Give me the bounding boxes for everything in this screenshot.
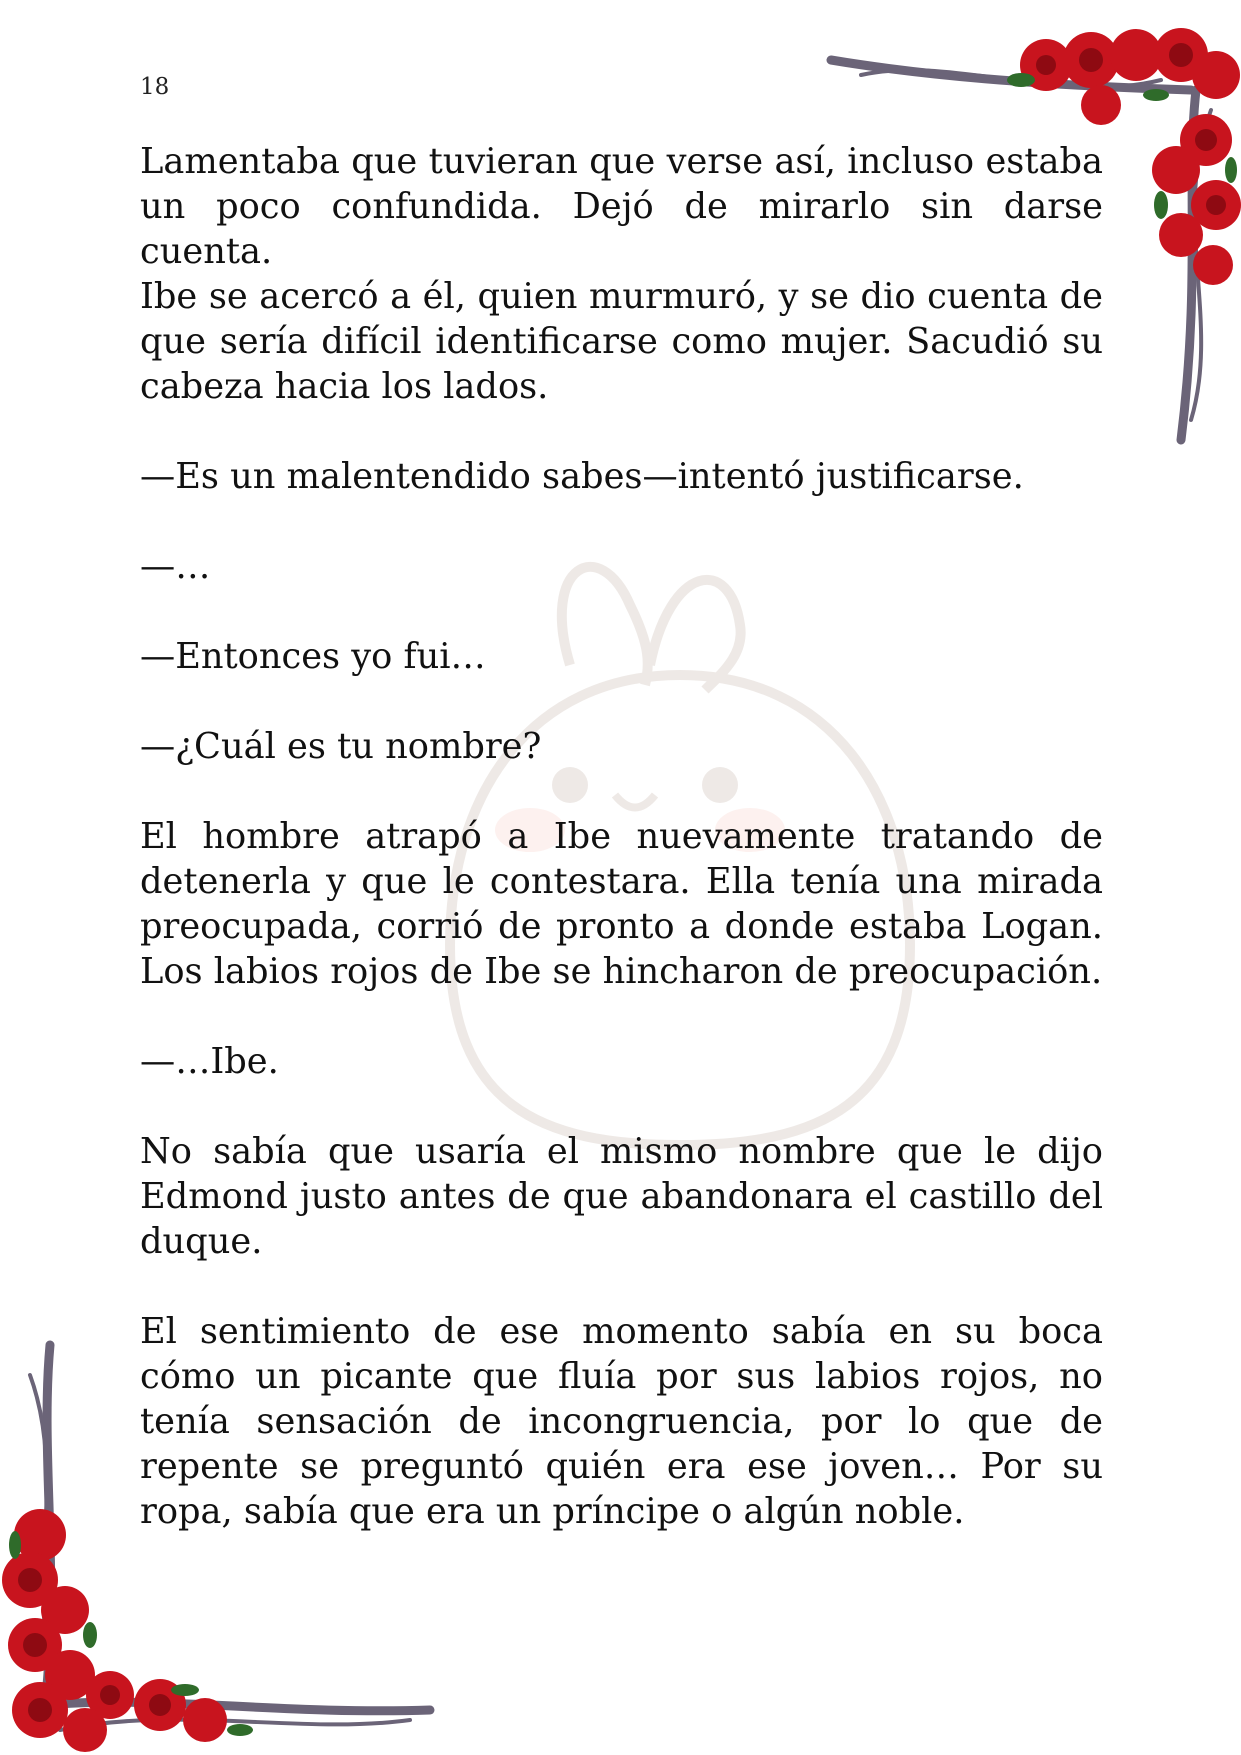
paragraph: El sentimiento de ese momento sabía en su boca cómo un picante que fluía por sus labios rojos, no tenía sensación de incongruencia, por lo que de repente se preguntó quién era ese joven… Por su ropa, sabía que era un príncipe o algún noble. bbox=[140, 1311, 1103, 1532]
dialogue-line: —Es un malentendido sabes—intentó justificarse. bbox=[140, 456, 1024, 497]
dialogue-line: —¿Cuál es tu nombre? bbox=[140, 726, 542, 767]
paragraph: Ibe se acercó a él, quien murmuró, y se dio cuenta de que sería difícil identificarse como mujer. Sacudió su cabeza hacia los lados. bbox=[140, 276, 1103, 407]
body-text bbox=[140, 139, 1103, 1534]
page-number: 18 bbox=[140, 74, 170, 100]
paragraph: No sabía que usaría el mismo nombre que le dijo Edmond justo antes de que abandonara el castillo del duque. bbox=[140, 1131, 1103, 1262]
dialogue-line: —Entonces yo fui… bbox=[140, 636, 486, 677]
dialogue-line: —… bbox=[140, 546, 211, 587]
paragraph: Lamentaba que tuvieran que verse así, incluso estaba un poco confundida. Dejó de mirarlo sin darse cuenta. bbox=[140, 141, 1103, 272]
paragraph: El hombre atrapó a Ibe nuevamente tratando de detenerla y que le contestara. Ella tenía una mirada preocupada, corrió de pronto a donde estaba Logan. Los labios rojos de Ibe se hincharon de preocupación. bbox=[140, 816, 1103, 992]
dialogue-line: —…Ibe. bbox=[140, 1041, 279, 1082]
